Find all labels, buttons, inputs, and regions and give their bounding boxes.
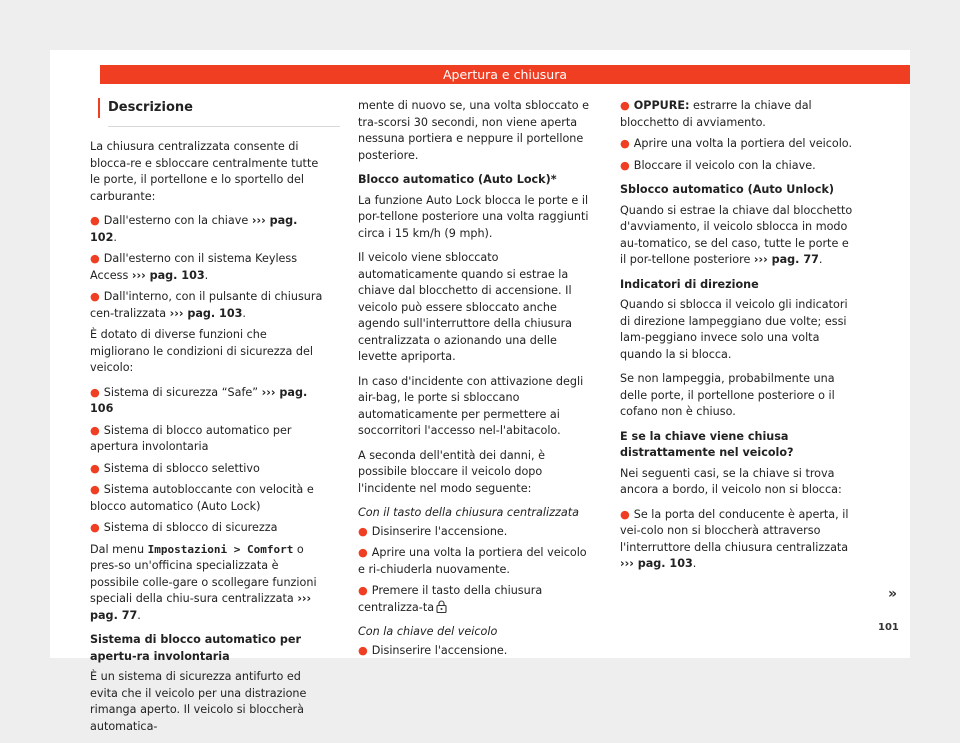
page-reference-link[interactable]: ››› pag. 77 [753,253,819,266]
list-item: ● Sistema di sicurezza “Safe” ››› pag. 106 [90,385,308,415]
list-item: ● Sistema autobloccante con velocità e blocco automatico (Auto Lock) [90,483,314,513]
oppure-label: OPPURE: [633,99,690,112]
subheading: Sblocco automatico (Auto Unlock) [620,183,834,196]
subheading: Indicatori di direzione [620,277,759,291]
bullet-dot-icon: ● [90,483,100,496]
title-divider [108,126,340,127]
list-item: ● OPPURE: estrarre la chiave dal blocchetto di avviamento. [620,99,812,129]
bullet-dot-icon: ● [90,252,100,265]
page-reference-link[interactable]: ››› pag. 106 [90,385,308,415]
bullet-dot-icon: ● [620,507,630,521]
body-paragraph: È un sistema di sicurezza antifurto ed evita che il veicolo per una distrazione rimanga aperto. Il veicolo si bloccherà automatica- [90,670,307,733]
bullet-dot-icon: ● [620,137,630,150]
body-paragraph: A seconda dell'entità dei danni, è possibile bloccare il veicolo dopo l'incidente nel modo seguente: [358,448,545,495]
bullet-dot-icon: ● [90,214,100,227]
subheading: Blocco automatico (Auto Lock)* [358,173,557,186]
page-reference-link[interactable]: ››› pag. 102 [90,214,298,244]
list-item: ● Aprire una volta la portiera del veicolo e ri-chiuderla nuovamente. [358,546,587,576]
list-item: ● Dall'interno, con il pulsante di chiusura cen-tralizzata ››› pag. 103. [90,290,323,320]
list-item: ● Sistema di sblocco selettivo [90,461,260,475]
bullet-dot-icon: ● [358,584,368,597]
bullet-dot-icon: ● [358,643,368,657]
bullet-dot-icon: ● [90,423,100,437]
list-item: ● Dall'esterno con la chiave ››› pag. 102. [90,214,298,244]
page-reference-link[interactable]: ››› pag. 103 [169,306,243,320]
menu-paragraph: Dal menu Impostazioni > Comfort o pres-so un'officina specializzata è possibile colle-gare o scollegare funzioni speciali della chiu-sura centralizzata ››› pag. 77. [90,542,317,622]
page-reference-link[interactable]: ››› pag. 77 [90,592,312,622]
bullet-dot-icon: ● [90,385,100,399]
bullet-dot-icon: ● [90,461,100,475]
bullet-dot-icon: ● [358,546,368,559]
body-paragraph: mente di nuovo se, una volta sbloccato e tra-scorsi 30 secondi, non viene aperta nessuna portiera e neppure il portellone posteriore. [358,99,590,162]
body-paragraph: Quando si sblocca il veicolo gli indicatori di direzione lampeggiano due volte; essi lam-peggiano invece solo una volta quando la si blocca. [620,298,848,361]
list-item: ● Aprire una volta la portiera del veicolo. [620,137,853,150]
bullet-list-c [358,524,596,619]
menu-path: Impostazioni > Comfort [147,542,294,556]
list-item: ● Se la porta del conducente è aperta, il vei-colo non si bloccherà attraverso l'interruttore della chiusura centralizzata ››› pag. 103. [620,507,849,570]
bullet-dot-icon: ● [620,158,630,172]
safety-intro: È dotato di diverse funzioni che migliorano le condizioni di sicurezza del veicolo: [90,328,313,374]
italic-subheading: Con la chiave del veicolo [358,625,498,638]
bullet-dot-icon: ● [90,290,100,303]
lock-icon [436,600,447,619]
document-page [50,50,910,733]
list-item: ● Dall'esterno con il sistema Keyless Access ››› pag. 103. [90,252,298,282]
page-reference-link[interactable]: ››› pag. 103 [131,268,205,282]
body-paragraph: Il veicolo viene sbloccato automaticamente quando si estrae la chiave dal blocchetto di accensione. Il veicolo può essere sbloccato anche agendo sull'interruttore della chiusura centralizzata o azionando una delle levette apriporta. [358,251,573,363]
bullet-list-a [90,213,328,322]
list-item: ● Premere il tasto della chiusura centralizza-ta [358,583,596,618]
intro-paragraph: La chiusura centralizzata consente di blocca-re e sbloccare centralmente tutte le porte, il portellone e lo sportello del carburante: [90,140,319,203]
subheading: E se la chiave viene chiusa distrattamente nel veicolo? [620,429,794,459]
bullet-list-d [358,643,596,660]
body-paragraph: La funzione Auto Lock blocca le porte e il por-tellone posteriore una volta raggiunti circa i 15 km/h (9 mph). [358,193,589,240]
list-item: ● Sistema di blocco automatico per apertura involontaria [90,423,292,453]
column-3 [620,98,858,578]
page-reference-link[interactable]: ››› pag. 103 [620,557,693,570]
column-2 [358,98,596,664]
list-item: ● Disinserire l'accensione. [358,643,508,657]
bullet-dot-icon: ● [620,99,630,112]
body-paragraph: Se non lampeggia, probabilmente una delle porte, il portellone posteriore o il cofano non è chiuso. [620,372,835,418]
chapter-header: Apertura e chiusura [100,65,910,84]
column-1 [90,98,328,743]
subheading: Sistema di blocco automatico per apertu-ra involontaria [90,633,301,663]
page-number: 101 [878,622,899,633]
bullet-dot-icon: ● [358,524,368,538]
list-item: ● Bloccare il veicolo con la chiave. [620,158,816,172]
section-title: Descrizione [98,98,328,118]
list-item: ● Sistema di sblocco di sicurezza [90,521,278,534]
bullet-list-b [90,385,328,537]
body-paragraph: Nei seguenti casi, se la chiave si trova ancora a bordo, il veicolo non si blocca: [620,466,842,496]
bullet-dot-icon: ● [90,521,100,534]
continue-arrow-icon: » [888,586,898,602]
body-paragraph: Quando si estrae la chiave dal blocchetto d'avviamento, il veicolo sblocca in modo au-tomatico, se del caso, tutte le porte e il por-tellone posteriore ››› pag. 77. [620,203,853,266]
list-item: ● Disinserire l'accensione. [358,524,508,538]
body-paragraph: In caso d'incidente con attivazione degli air-bag, le porte si sbloccano automaticamente per permettere ai soccorritori l'accesso nel-l'abitacolo. [358,374,584,437]
italic-subheading: Con il tasto della chiusura centralizzata [358,506,579,519]
